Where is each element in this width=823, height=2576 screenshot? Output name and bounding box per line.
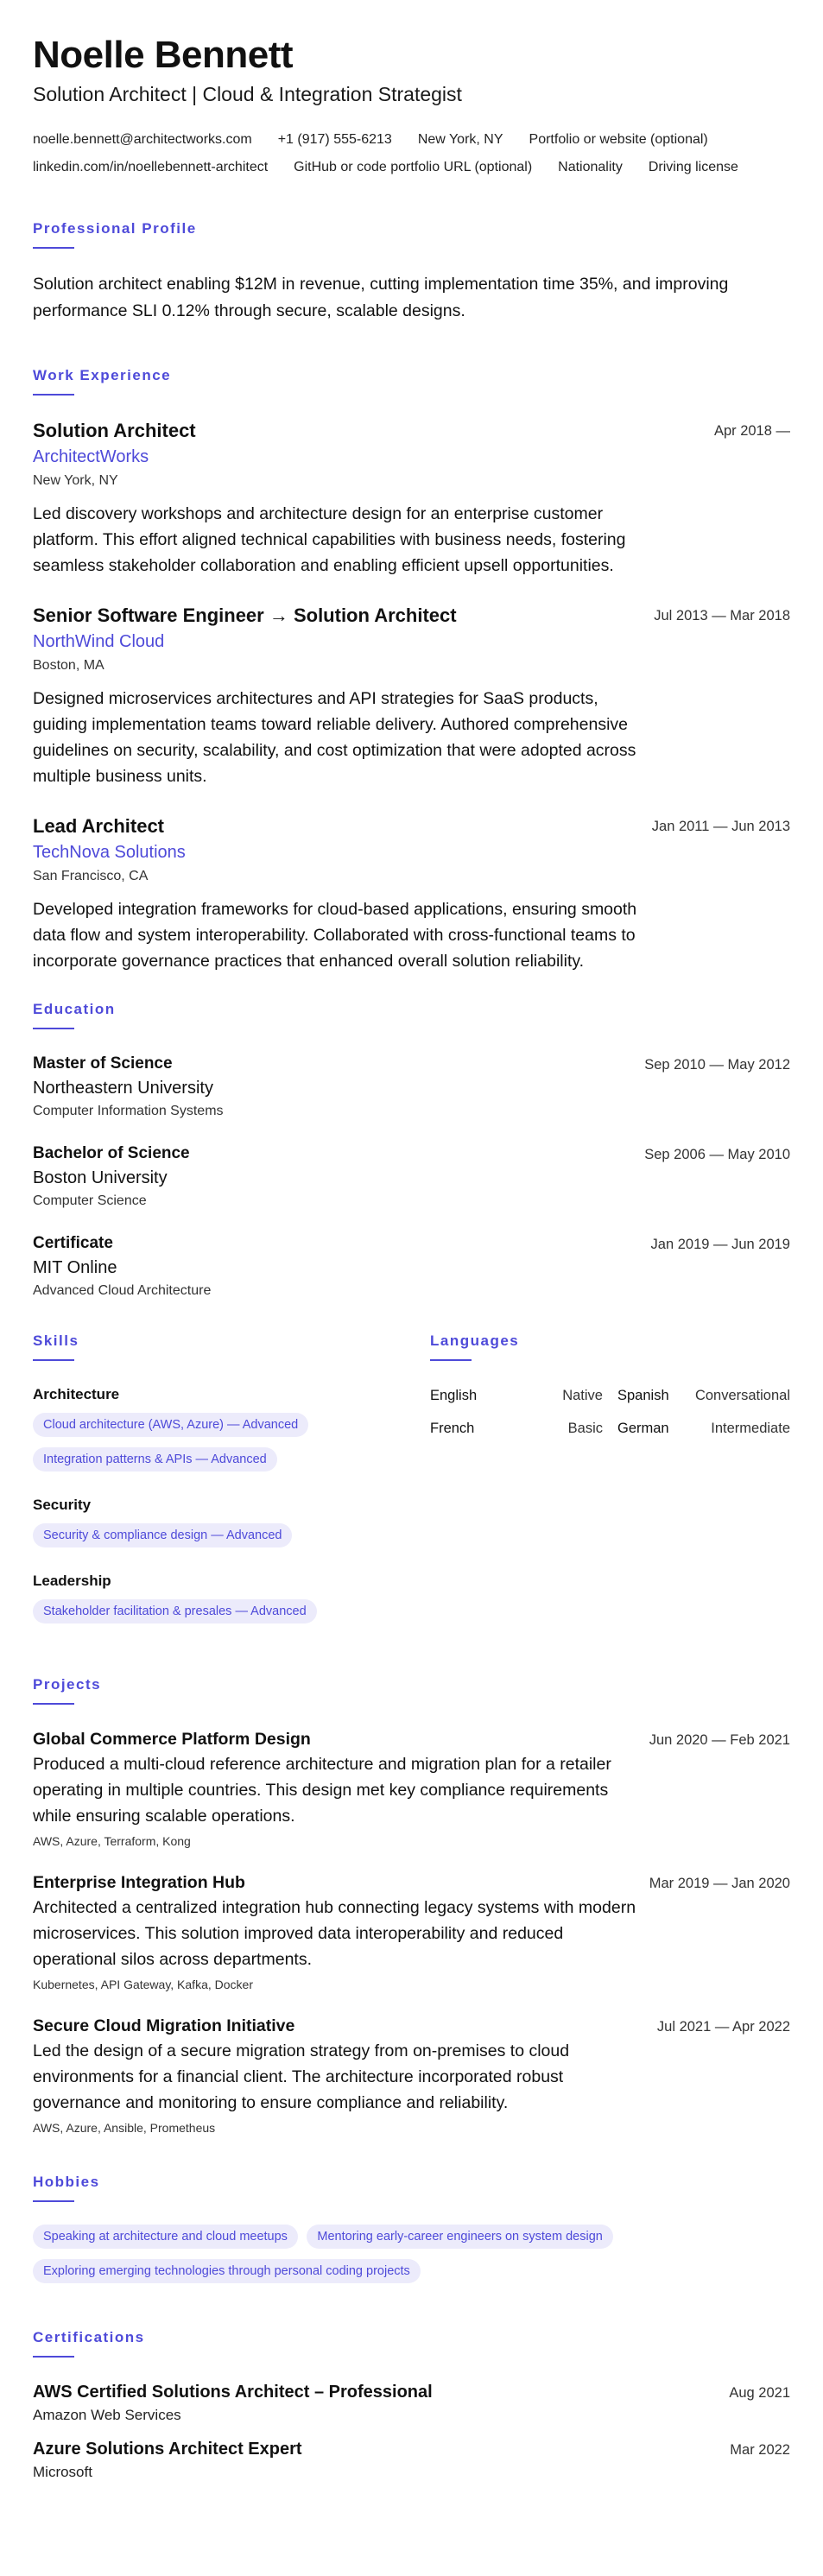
section-title: Skills [33,1332,79,1349]
skill-category: Security [33,1497,92,1513]
language-name: French [430,1421,475,1436]
language-name: Spanish [617,1388,669,1403]
job-description: Led discovery workshops and architecture design for an enterprise customer platform. This effort aligned technical capabilities with business needs, fostering seamless stakeholder collaboration and enabling efficient upsell opportunities. [33,504,626,575]
edu-field: Advanced Cloud Architecture [33,1283,212,1298]
profile-section [33,219,790,325]
edu-school: Boston University [33,1168,168,1187]
languages-section [430,1332,790,1646]
job-entry [33,603,790,789]
edu-school: MIT Online [33,1258,117,1277]
job-description: Developed integration frameworks for cloud-based applications, ensuring smooth data flow and system interoperability. Collaborated with cross-functional teams to incorporate governance practices that enhanced overall solution reliability. [33,900,637,971]
section-title: Work Experience [33,367,172,383]
edu-field: Computer Information Systems [33,1104,224,1118]
job-title: Lead Architect [33,815,165,837]
project-date: Mar 2019 — Jan 2020 [649,1876,790,1891]
job-location: New York, NY [33,473,118,488]
job-title: Senior Software Engineer → Solution Architect [33,604,457,626]
certification-date: Mar 2022 [730,2442,790,2458]
section-divider [430,1359,472,1361]
section-title: Education [33,1001,116,1017]
contact-driving-license: Driving license [648,160,738,174]
edu-degree: Bachelor of Science [33,1144,190,1162]
project-entry [33,1727,790,1851]
language-level: Intermediate [711,1421,790,1436]
education-entry [33,1231,790,1302]
certification-name: Azure Solutions Architect Expert [33,2440,302,2459]
job-entry [33,813,790,974]
experience-section [33,366,790,974]
skills-languages-row [33,1332,790,1646]
project-description: Produced a multi-cloud reference architecture and migration plan for a retailer operating in multiple countries. This design met key compliance requirements while ensuring scalable operations. [33,1755,611,1826]
job-location: San Francisco, CA [33,869,149,883]
education-entry [33,1142,790,1212]
hobbies-section [33,2173,790,2294]
language-name: German [617,1421,669,1436]
language-level: Conversational [694,1388,790,1403]
certification-entry [33,2437,790,2484]
language-item [617,1383,790,1408]
skill-pill: Integration patterns & APIs — Advanced [33,1447,277,1472]
job-company: NorthWind Cloud [33,632,165,651]
job-date: Apr 2018 — [713,423,790,439]
language-level: Native [562,1388,603,1403]
skill-group [33,1383,430,1482]
section-title: Languages [430,1332,520,1349]
edu-date: Sep 2006 — May 2010 [644,1147,790,1162]
project-date: Jul 2021 — Apr 2022 [656,2019,790,2035]
certification-issuer: Microsoft [33,2464,92,2480]
language-row [430,1416,790,1440]
skill-category: Leadership [33,1573,111,1589]
section-divider [33,1703,74,1705]
hobby-pill: Mentoring early-career engineers on system design [307,2225,612,2249]
job-title: Solution Architect [33,420,196,441]
education-entry [33,1052,790,1123]
language-item [617,1416,790,1440]
section-title: Professional Profile [33,220,197,237]
section-divider [33,2356,74,2358]
section-divider [33,1359,74,1361]
job-entry [33,418,790,579]
skill-pill: Cloud architecture (AWS, Azure) — Advanced [33,1413,308,1437]
candidate-name: Noelle Bennett [33,34,294,76]
skills-section [33,1332,430,1646]
job-description: Designed microservices architectures and API strategies for SaaS products, guiding implementation teams toward reliable delivery. Authored comprehensive guidelines on security, scalability, and cost optimization that were adopted across multiple business units. [33,689,636,786]
language-level: Basic [567,1421,603,1436]
certification-date: Aug 2021 [729,2385,790,2401]
skill-pill: Security & compliance design — Advanced [33,1523,292,1547]
job-company: ArchitectWorks [33,447,149,466]
language-item [430,1383,603,1408]
contact-location: New York, NY [417,132,503,147]
project-entry [33,1870,790,1995]
project-title: Enterprise Integration Hub [33,1873,245,1892]
section-divider [33,2200,74,2202]
edu-degree: Certificate [33,1234,113,1252]
edu-degree: Master of Science [33,1054,173,1073]
skill-group [33,1494,430,1558]
section-divider [33,394,74,396]
section-title: Hobbies [33,2174,100,2190]
job-date: Jan 2011 — Jun 2013 [651,819,790,834]
contact-phone[interactable]: +1 (917) 555-6213 [277,132,392,147]
skill-group [33,1570,430,1634]
section-divider [33,247,74,249]
contact-github[interactable]: GitHub or code portfolio URL (optional) [294,160,533,174]
hobby-pill: Exploring emerging technologies through personal coding projects [33,2259,421,2283]
project-description: Architected a centralized integration hub connecting legacy systems with modern microservices. This solution improved data interoperability and reduced operational silos across departments. [33,1898,636,1969]
certification-name: AWS Certified Solutions Architect – Professional [33,2383,433,2402]
edu-date: Jan 2019 — Jun 2019 [650,1237,790,1252]
project-entry [33,2014,790,2138]
job-location: Boston, MA [33,658,104,673]
job-date: Jul 2013 — Mar 2018 [654,608,790,623]
project-tech: AWS, Azure, Ansible, Prometheus [33,2121,216,2135]
skill-pill: Stakeholder facilitation & presales — Advanced [33,1599,317,1623]
edu-school: Northeastern University [33,1079,213,1098]
project-tech: Kubernetes, API Gateway, Kafka, Docker [33,1978,253,1991]
contact-linkedin[interactable]: linkedin.com/in/noellebennett-architect [33,160,269,174]
certification-issuer: Amazon Web Services [33,2407,181,2423]
contact-portfolio[interactable]: Portfolio or website (optional) [529,132,708,147]
certification-entry [33,2380,790,2427]
contact-nationality: Nationality [558,160,623,174]
contact-email[interactable]: noelle.bennett@architectworks.com [33,132,252,147]
contact-list [33,126,793,181]
projects-section [33,1675,790,2138]
profile-summary: Solution architect enabling $12M in revenue, cutting implementation time 35%, and improving performance SLI 0.12% through secure, scalable designs. [33,275,729,320]
language-name: English [430,1388,478,1403]
candidate-headline: Solution Architect | Cloud & Integration Strategist [33,83,462,105]
project-date: Jun 2020 — Feb 2021 [649,1732,790,1748]
edu-field: Computer Science [33,1193,147,1208]
section-divider [33,1028,74,1029]
job-company: TechNova Solutions [33,843,186,862]
education-section [33,1000,790,1302]
hobby-list [33,2225,724,2294]
skill-category: Architecture [33,1386,120,1402]
section-title: Projects [33,1676,102,1693]
project-tech: AWS, Azure, Terraform, Kong [33,1834,191,1848]
section-title: Certifications [33,2329,145,2345]
hobby-pill: Speaking at architecture and cloud meetups [33,2225,298,2249]
certifications-section [33,2328,790,2484]
language-row [430,1383,790,1408]
project-title: Secure Cloud Migration Initiative [33,2016,295,2035]
project-title: Global Commerce Platform Design [33,1730,311,1749]
language-item [430,1416,603,1440]
project-description: Led the design of a secure migration strategy from on-premises to cloud environments for a financial client. The architecture incorporated robust governance and monitoring to ensure compliance and reliability. [33,2041,570,2112]
edu-date: Sep 2010 — May 2012 [644,1057,790,1073]
